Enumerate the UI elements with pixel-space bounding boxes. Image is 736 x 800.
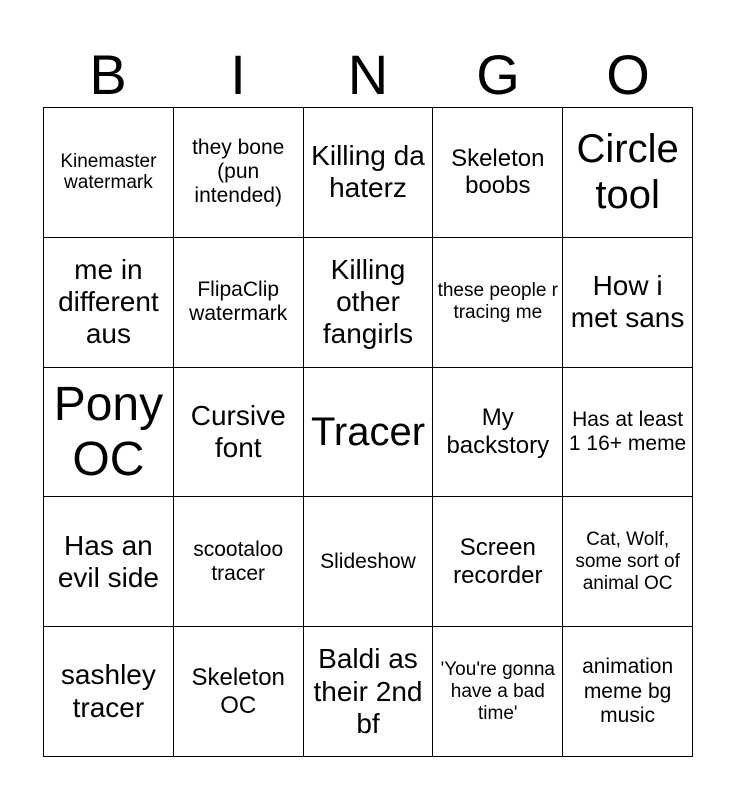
- header-letter-g: G: [476, 43, 520, 106]
- bingo-cell-3-2[interactable]: [174, 368, 304, 498]
- bingo-cell-1-3[interactable]: [304, 108, 434, 238]
- bingo-cell-4-5[interactable]: [563, 497, 693, 627]
- bingo-cell-2-5[interactable]: [563, 238, 693, 368]
- cell-text: scootaloo tracer: [193, 537, 284, 585]
- cell-text: Slideshow: [320, 549, 416, 573]
- bingo-cell-3-3[interactable]: [304, 368, 434, 498]
- cell-text: Has an evil side: [57, 529, 159, 593]
- cell-text: Killing da haterz: [311, 140, 425, 204]
- bingo-cell-1-1[interactable]: [44, 108, 174, 238]
- bingo-cell-3-4[interactable]: [433, 368, 563, 498]
- cell-text: Tracer: [310, 409, 426, 454]
- bingo-cell-4-4[interactable]: [433, 497, 563, 627]
- bingo-cell-5-1[interactable]: [44, 627, 174, 757]
- bingo-cell-2-3[interactable]: [304, 238, 434, 368]
- bingo-cell-1-4[interactable]: [433, 108, 563, 238]
- cell-text: Kinemaster watermark: [60, 150, 157, 194]
- bingo-cell-1-2[interactable]: [174, 108, 304, 238]
- cell-text: Baldi as their 2nd bf: [313, 643, 423, 739]
- cell-text: Pony OC: [53, 377, 164, 486]
- bingo-cell-5-4[interactable]: [433, 627, 563, 757]
- bingo-cell-5-3[interactable]: [304, 627, 434, 757]
- header-letter-o: O: [606, 43, 650, 106]
- header-letter-n: N: [347, 43, 389, 106]
- bingo-cell-5-5[interactable]: [563, 627, 693, 757]
- cell-text: My backstory: [446, 404, 550, 459]
- bingo-cell-2-2[interactable]: [174, 238, 304, 368]
- header-letter-b: B: [89, 43, 127, 106]
- cell-text: they bone (pun intended): [192, 136, 285, 208]
- bingo-grid: [43, 107, 693, 757]
- cell-text: sashley tracer: [60, 659, 156, 723]
- cell-text: Skeleton boobs: [451, 144, 545, 200]
- bingo-cell-3-1[interactable]: [44, 368, 174, 498]
- cell-text: Has at least 1 16+ meme: [568, 407, 687, 455]
- cell-text: Cursive font: [190, 399, 286, 463]
- header-letter-i: I: [230, 43, 246, 106]
- bingo-cell-4-2[interactable]: [174, 497, 304, 627]
- cell-text: animation meme bg music: [582, 655, 674, 727]
- cell-text: Skeleton OC: [191, 664, 285, 719]
- bingo-cell-5-2[interactable]: [174, 627, 304, 757]
- cell-text: me in different aus: [58, 253, 159, 350]
- bingo-cell-2-1[interactable]: [44, 238, 174, 368]
- bingo-cell-4-3[interactable]: [304, 497, 434, 627]
- bingo-cell-2-4[interactable]: [433, 238, 563, 368]
- bingo-header: [43, 40, 693, 110]
- cell-text: Screen recorder: [453, 534, 543, 589]
- cell-text: Cat, Wolf, some sort of animal OC: [575, 529, 680, 594]
- cell-text: FlipaClip watermark: [189, 278, 288, 326]
- cell-text: these people r tracing me: [437, 280, 558, 324]
- cell-text: 'You're gonna have a bad time': [440, 658, 555, 724]
- cell-text: Killing other fangirls: [322, 253, 414, 350]
- cell-text: Circle tool: [576, 127, 679, 218]
- cell-text: How i met sans: [570, 270, 685, 334]
- bingo-cell-3-5[interactable]: [563, 368, 693, 498]
- bingo-cell-1-5[interactable]: [563, 108, 693, 238]
- bingo-cell-4-1[interactable]: [44, 497, 174, 627]
